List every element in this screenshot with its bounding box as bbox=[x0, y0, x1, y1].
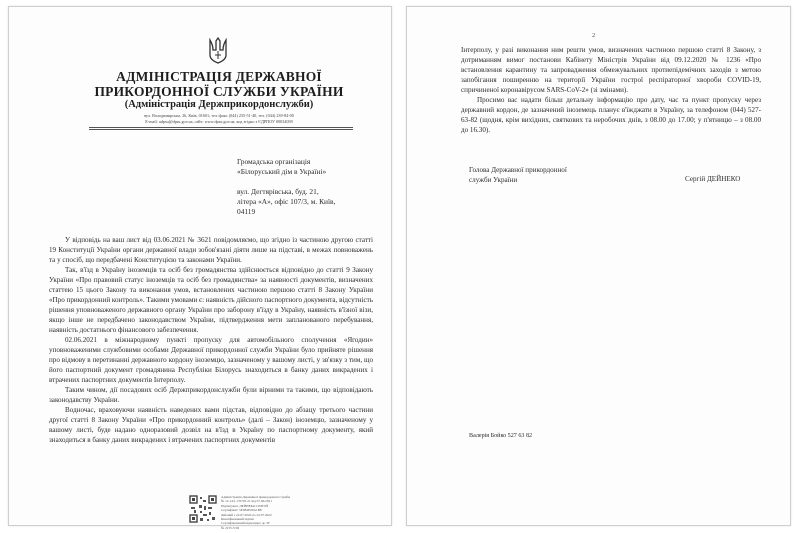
recipient-line-5: 04119 bbox=[237, 207, 256, 216]
stamp-line-3: Підписувач: ДЕЙНЕКО СЕРГІЙ bbox=[221, 503, 268, 508]
paragraph-5: Водночас, враховуючи наявність наведених вами підстав, відповідно до абзацу третього частини другої статті 8 Закону України «Про прикордонний контроль» (далі – Закон) іноземцю, зазначеному у вашому листі, буде надано одноразовий дозвіл на в'їзд в Україну по паспортному документу, який знаходиться в банку даних викрадених і втрачених паспортних документів bbox=[49, 406, 373, 444]
letter-page-2 bbox=[406, 6, 791, 526]
digital-signature-stamp bbox=[221, 495, 331, 530]
paragraph-request: Просимо вас надати більш детальну інформацію про дату, час та пункт пропуску через державний кордон, де зазначений іноземець планує в'їжджати в Україну, за телефоном (044) 527-63-82 (щодня, крім вихідних, святкових та неробочих днів, з 08.00 до 17.00; у п'ятницю – з 08.00 до 16.30). bbox=[461, 96, 761, 134]
stamp-line-7: Сертифікований відповідно до ЗУ bbox=[221, 521, 271, 526]
org-title-line-1: АДМІНІСТРАЦІЯ ДЕРЖАВНОЇ bbox=[116, 69, 322, 84]
qr-code-icon bbox=[189, 495, 217, 523]
letterhead-rule-thin bbox=[89, 129, 353, 130]
recipient-line-3: вул. Дегтярівська, буд. 21, bbox=[237, 187, 319, 196]
recipient-line-2: «Білоруський дім в Україні» bbox=[237, 167, 327, 176]
letter-page-1 bbox=[8, 6, 392, 530]
org-title-line-2: ПРИКОРДОННОЇ СЛУЖБИ УКРАЇНИ bbox=[94, 84, 344, 99]
executor-line: Валерія Бойко 527 63 82 bbox=[469, 433, 533, 439]
paragraph-3: 02.06.2021 в міжнародному пункті пропуску для автомобільного сполучення «Ягодин» уповноваженими службовими особами Державної прикордонної служби України було прийняте рішення про відмову в перетинанні державного кордону іноземцю, зазначеному у вашому листі, у зв'язку з тим, що його паспортний документ громадянина Республіки Білорусь знаходиться в банку даних викрадених і втрачених паспортних документів Інтерполу. bbox=[49, 336, 373, 384]
signer-position-line-2: служби України bbox=[469, 176, 518, 184]
organization-short-name: (Адміністрація Держприкордонслужби) bbox=[124, 99, 314, 110]
recipient-line-4: літера «А», офіс 107/3, м. Київ, bbox=[237, 197, 336, 206]
signer-name: Сергій ДЕЙНЕКО bbox=[685, 175, 741, 183]
stamp-line-4: Сертифікат: 5E984E00A1B8 bbox=[221, 508, 262, 513]
signer-position bbox=[469, 165, 619, 185]
paragraph-1: У відповідь на ваш лист від 03.06.2021 № 3621 повідомляємо, що згідно із частиною другою статті 19 Конституції України органи державної влади зобов'язані діяти лише на підставі, в межах повноважень та у спосіб, що передбачені Конституцією та законами України. bbox=[49, 236, 373, 264]
contacts-line-2: E-mail: adpsu@dpsu.gov.ua, сайт: www.dpsu.gov.ua, код згідно з ЄДРПОУ 00034039 bbox=[145, 119, 293, 124]
paragraph-4: Таким чином, дії посадових осіб Держприкордонслужби були вірними та такими, що відповідають законодавству України. bbox=[49, 386, 373, 404]
page-number: 2 bbox=[592, 32, 596, 39]
stamp-line-2: № 12-14/1-7/6793-21 від 07.06.2021 bbox=[221, 499, 272, 504]
recipient-block bbox=[237, 157, 387, 217]
letterhead-contacts bbox=[89, 113, 349, 125]
signer-position-line-1: Голова Державної прикордонної bbox=[469, 166, 567, 174]
paragraph-2: Так, в'їзд в Україну іноземців та осіб без громадянства здійснюється відповідно до статті 9 Закону України «Про правовий статус іноземців та осіб без громадянства» за наявності документів, визначених статтею 15 цього Закону та виконання умов, встановлених частиною першою статті 8 Закону України «Про прикордонний контроль». Такими умовами є: наявність дійсного паспортного документа, відсутність рішення уповноваженого державного органу України про заборону в'їзду в Україну, наявність в'їзної візи, якщо інше не передбачено законодавством України, підтвердження мети запланованого перебування, наявність достатнього фінансового забезпечення. bbox=[49, 266, 373, 334]
contacts-line-1: вул. Володимирська, 26, Київ, 01601; тел./факс (044) 235-51-40, тел. (044) 239-84-00 bbox=[144, 113, 294, 118]
letterhead-rule bbox=[89, 127, 353, 128]
paragraph-continued: Інтерполу, у разі виконання ним решти умов, визначених частиною першою статті 8 Закону, з дотриманням вимог постанови Кабінету Міністрів України від 09.12.2020 № 1236 «Про встановлення карантину та запровадження обмежувальних протиепідемічних заходів з метою запобігання поширенню на території України гострої респіраторної хвороби COVID-19, спричиненої коронавірусом SARS-CoV-2» (зі змінами). bbox=[461, 46, 761, 94]
letter-body bbox=[49, 235, 373, 445]
stamp-line-8: № 2155-VIII bbox=[221, 525, 239, 530]
organization-title bbox=[49, 69, 389, 99]
trident-emblem-icon bbox=[207, 37, 229, 65]
stamp-line-1: Адміністрація Державної прикордонної служби bbox=[221, 495, 291, 499]
letter-body-continued bbox=[461, 45, 761, 135]
recipient-line-1: Громадська організація bbox=[237, 157, 311, 166]
stamp-line-5: Дійсний з 22.07.2020 по 22.07.2022 bbox=[221, 512, 272, 517]
stamp-line-6: Кваліфікований підпис bbox=[221, 517, 255, 522]
